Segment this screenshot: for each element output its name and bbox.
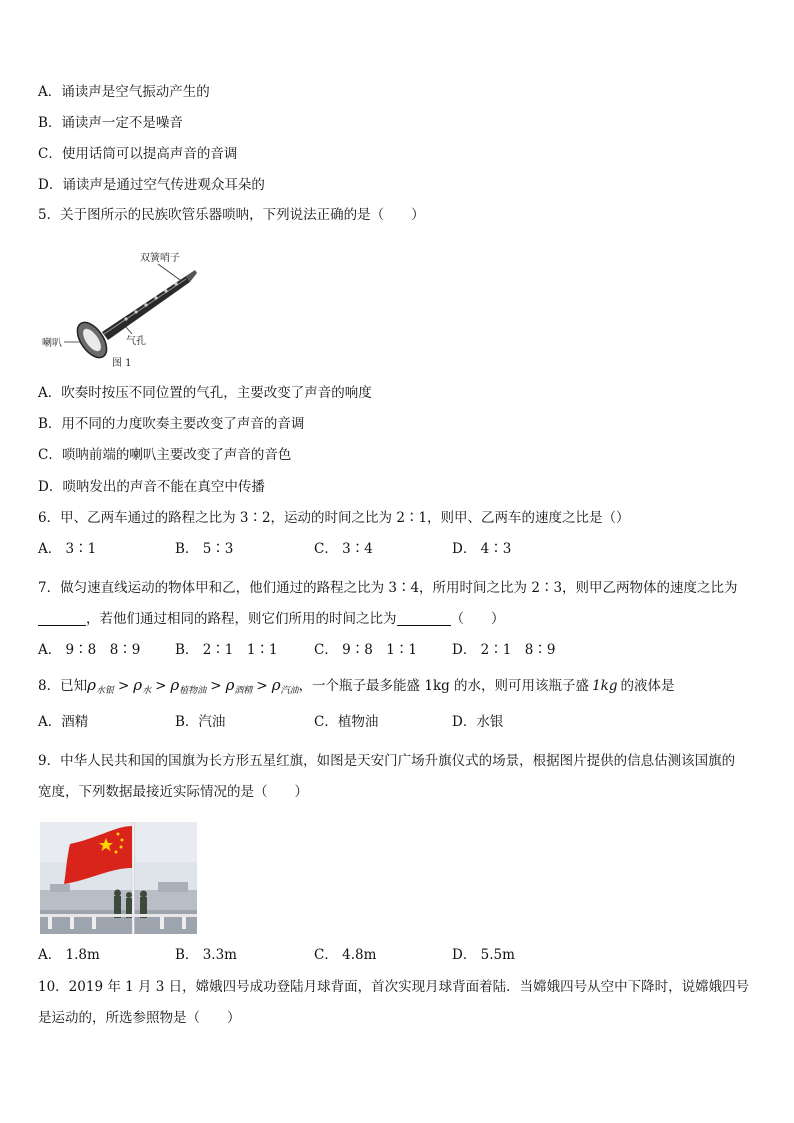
- q6-option-d: D． 4∶3: [452, 541, 512, 557]
- q4-option-d: D．诵读声是通过空气传进观众耳朵的: [38, 177, 265, 193]
- q9-option-a: A． 1.8m: [38, 947, 100, 963]
- figure-caption: 图 1: [112, 358, 132, 369]
- q7-blank-1[interactable]: [38, 611, 86, 626]
- q7-option-c: C． 9∶8 1∶1: [314, 642, 417, 658]
- q7-stem-line2: ，若他们通过相同的路程，则它们所用的时间之比为 （ ）: [38, 610, 505, 628]
- q7-blank-2[interactable]: [397, 611, 451, 626]
- q9-stem-line2: 宽度，下列数据最接近实际情况的是（ ）: [38, 784, 308, 800]
- q9-stem-line1: 9．中华人民共和国的国旗为长方形五星红旗，如图是天安门广场升旗仪式的场景，根据图片提供的信息估测该国旗的: [38, 753, 736, 769]
- q5-option-b: B．用不同的力度吹奏主要改变了声音的音调: [38, 416, 305, 432]
- q4-option-c: C．使用话筒可以提高声音的音调: [38, 146, 238, 162]
- q6-stem: 6．甲、乙两车通过的路程之比为 3∶2，运动的时间之比为 2∶1，则甲、乙两车的速度之比是（）: [38, 510, 630, 526]
- label-air-hole: 气孔: [126, 336, 146, 347]
- label-reed: 双簧哨子: [140, 253, 180, 264]
- q10-stem-line2: 是运动的，所选参照物是（ ）: [38, 1010, 241, 1026]
- q5-option-d: D．唢呐发出的声音不能在真空中传播: [38, 479, 265, 495]
- flag-raising-photo: [40, 822, 197, 934]
- suona-figure: [40, 246, 200, 372]
- q7-option-b: B． 2∶1 1∶1: [175, 642, 278, 658]
- q5-option-c: C．唢呐前端的喇叭主要改变了声音的音色: [38, 447, 292, 463]
- q8-option-b: B．汽油: [175, 714, 226, 730]
- q9-option-d: D． 5.5m: [452, 947, 515, 963]
- q4-option-b: B．诵读声一定不是噪音: [38, 115, 183, 131]
- q8-option-c: C．植物油: [314, 714, 379, 730]
- q4-option-a: A．诵读声是空气振动产生的: [38, 84, 210, 100]
- q5-option-a: A．吹奏时按压不同位置的气孔，主要改变了声音的响度: [38, 385, 372, 401]
- q6-option-b: B． 5∶3: [175, 541, 234, 557]
- q7-option-a: A． 9∶8 8∶9: [38, 642, 141, 658]
- q8-option-d: D．水银: [452, 714, 504, 730]
- q5-stem: 5．关于图所示的民族吹管乐器唢呐，下列说法正确的是（ ）: [38, 207, 425, 223]
- q7-option-d: D． 2∶1 8∶9: [452, 642, 556, 658]
- q9-option-b: B． 3.3m: [175, 947, 237, 963]
- q6-option-c: C． 3∶4: [314, 541, 373, 557]
- label-bell: 喇叭: [42, 338, 62, 349]
- q9-option-c: C． 4.8m: [314, 947, 377, 963]
- q6-option-a: A． 3∶1: [38, 541, 97, 557]
- q8-stem: 8．已知$\rho_{水银} > \rho_水 > \rho_{植物油} > \rho_{酒精} > \rho_{汽油}$，一个瓶子最多能盛 1kg 的水，则可用该瓶子盛 1kg 的液体是: [38, 676, 675, 696]
- q10-stem-line1: 10．2019 年 1 月 3 日，嫦娥四号成功登陆月球背面，首次实现月球背面着陆．当嫦娥四号从空中下降时，说嫦娥四号: [38, 979, 750, 995]
- q8-option-a: A．酒精: [38, 714, 89, 730]
- suona-instrument: [72, 270, 197, 363]
- q7-stem-line1: 7．做匀速直线运动的物体甲和乙，他们通过的路程之比为 3∶4，所用时间之比为 2∶3，则甲乙两物体的速度之比为: [38, 580, 738, 596]
